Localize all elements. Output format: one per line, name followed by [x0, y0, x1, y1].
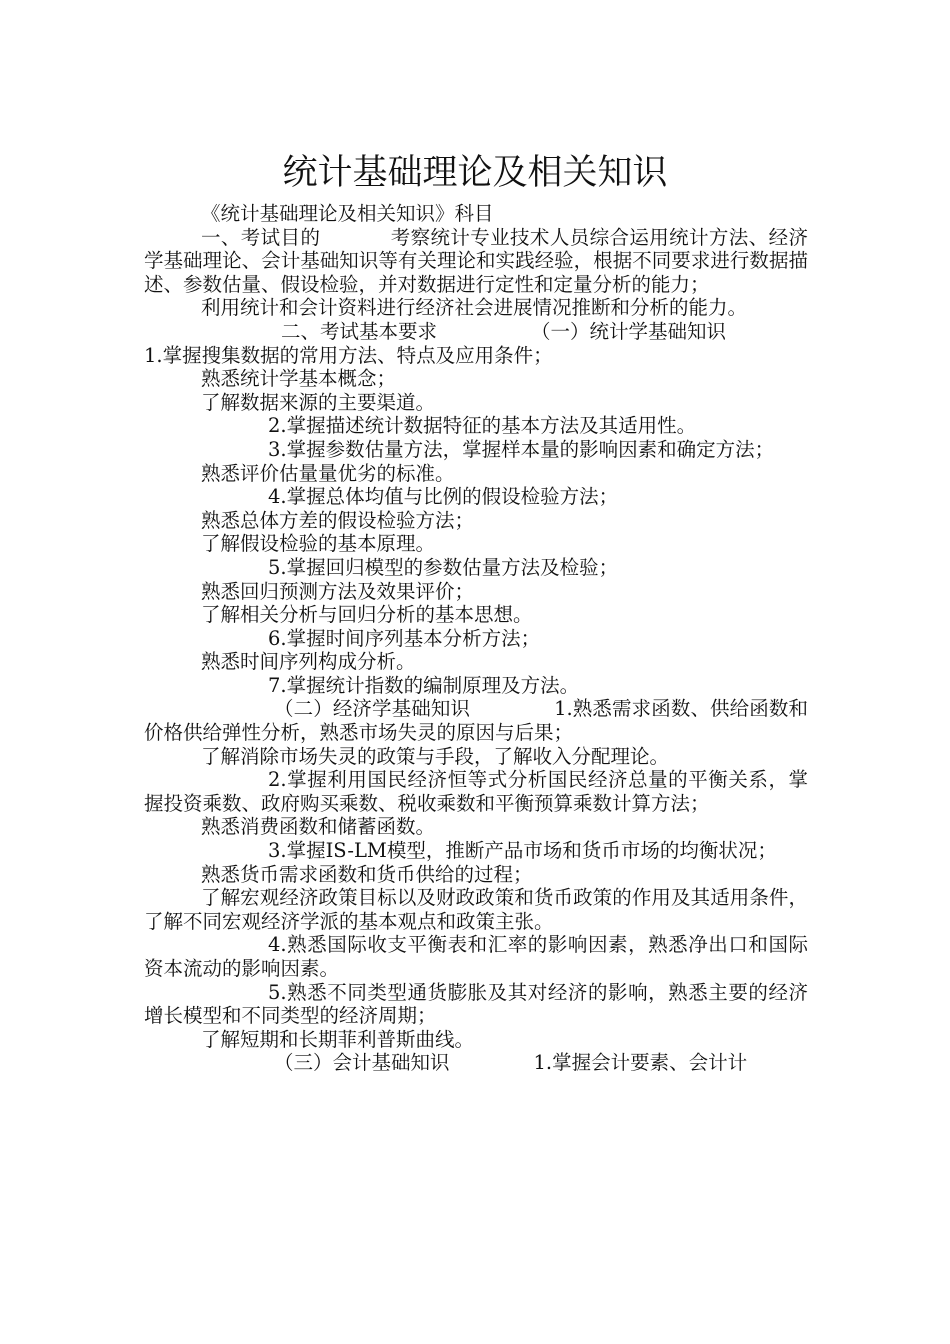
item-2-3c: 了解宏观经济政策目标以及财政政策和货币政策的作用及其适用条件，了解不同宏观经济学派的基本观点和政策主张。 — [144, 886, 808, 933]
section-3-paragraph — [144, 1051, 808, 1075]
document-title: 统计基础理论及相关知识 — [282, 153, 668, 194]
item-2-2: 2.掌握利用国民经济恒等式分析国民经济总量的平衡关系，掌握投资乘数、政府购买乘数、税收乘数和平衡预算乘数计算方法； — [144, 768, 808, 815]
requirements-heading-line — [144, 320, 808, 344]
item-1-5: 5.掌握回归模型的参数估量方法及检验； — [268, 555, 619, 579]
item-1-1c: 了解数据来源的主要渠道。 — [201, 390, 436, 414]
purpose-heading: 一、考试目的 — [201, 225, 321, 249]
item-1-6: 6.掌握时间序列基本分析方法； — [268, 626, 541, 650]
item-1-3: 3.掌握参数估量方法，掌握样本量的影响因素和确定方法； — [268, 437, 775, 461]
subject-line: 《统计基础理论及相关知识》科目 — [201, 202, 494, 225]
item-1-5c: 了解相关分析与回归分析的基本思想。 — [201, 603, 533, 627]
section-2-heading: （二）经济学基础知识 — [274, 697, 471, 721]
item-2-3: 3.掌握IS-LM模型，推断产品市场和货币市场的均衡状况； — [268, 839, 777, 863]
purpose-text: 考察统计专业技术人员综合运用统计方法、经济学基础理论、会计基础知识等有关理论和实践经验，根据不同要求进行数据描述、参数估量、假设检验，并对数据进行定性和定量分析的能力； — [144, 225, 808, 296]
item-1-6b: 熟悉时间序列构成分析。 — [201, 650, 416, 674]
item-2-4: 4.熟悉国际收支平衡表和汇率的影响因素，熟悉净出口和国际资本流动的影响因素。 — [144, 933, 808, 980]
item-2-3b: 熟悉货币需求函数和货币供给的过程； — [201, 862, 533, 886]
section-1-heading: （一）统计学基础知识 — [531, 319, 727, 343]
document-body — [144, 202, 808, 1075]
item-1-1: 1.掌握搜集数据的常用方法、特点及应用条件； — [144, 343, 553, 367]
item-1-3b: 熟悉评价估量量优劣的标准。 — [201, 461, 455, 485]
item-2-2b: 熟悉消费函数和储蓄函数。 — [201, 815, 436, 839]
item-1-4: 4.掌握总体均值与比例的假设检验方法； — [268, 485, 619, 509]
item-2-5b: 了解短期和长期菲利普斯曲线。 — [201, 1027, 475, 1051]
item-1-4c: 了解假设检验的基本原理。 — [201, 532, 436, 556]
purpose-paragraph-2: 利用统计和会计资料进行经济社会进展情况推断和分析的能力。 — [201, 296, 748, 320]
item-2-1b: 了解消除市场失灵的政策与手段，了解收入分配理论。 — [201, 744, 670, 768]
item-3-1: 1.掌握会计要素、会计计 — [533, 1051, 748, 1075]
item-2-1: 1.熟悉需求函数、供给函数和价格供给弹性分析，熟悉市场失灵的原因与后果； — [144, 697, 808, 745]
item-1-2: 2.掌握描述统计数据特征的基本方法及其适用性。 — [268, 414, 697, 438]
purpose-paragraph — [144, 226, 808, 297]
item-2-5: 5.熟悉不同类型通货膨胀及其对经济的影响，熟悉主要的经济增长模型和不同类型的经济周期； — [144, 980, 808, 1028]
item-1-5b: 熟悉回归预测方法及效果评价； — [201, 579, 475, 603]
item-1-4b: 熟悉总体方差的假设检验方法； — [201, 508, 475, 532]
item-1-1b: 熟悉统计学基本概念； — [201, 367, 397, 391]
section-2-paragraph — [144, 697, 808, 744]
section-3-heading: （三）会计基础知识 — [274, 1051, 450, 1075]
item-1-7: 7.掌握统计指数的编制原理及方法。 — [268, 673, 580, 697]
requirements-heading: 二、考试基本要求 — [281, 319, 438, 343]
